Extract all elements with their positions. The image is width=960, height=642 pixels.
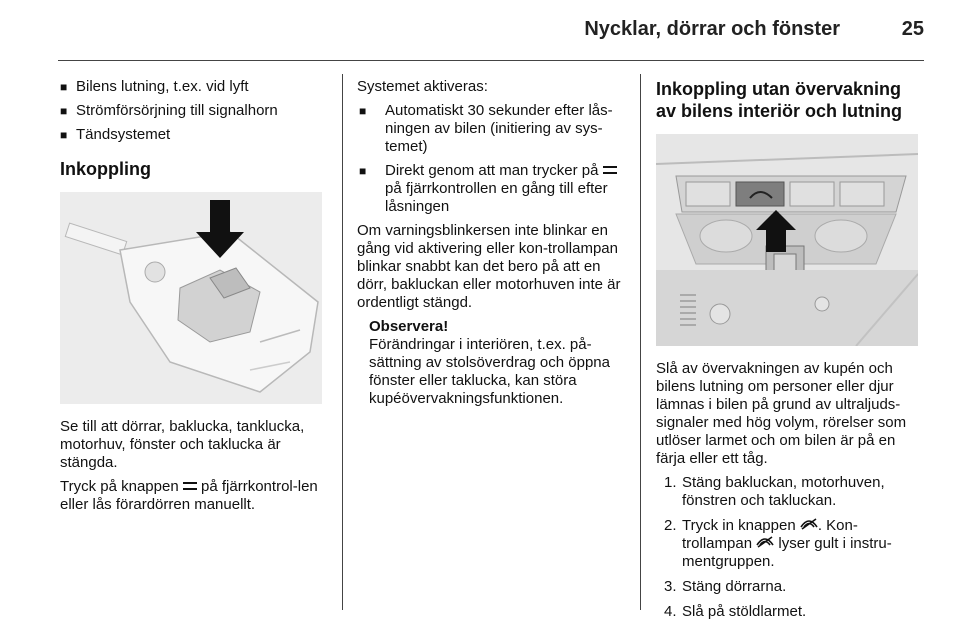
list-item <box>656 474 924 510</box>
column-middle <box>357 78 627 408</box>
roof-console-illustration <box>656 134 918 346</box>
step-text: Stäng dörrarna. <box>682 578 787 596</box>
paragraph: Se till att dörrar, baklucka, tanklucka, motorhuv, fönster och taklucka är stängda. <box>60 418 305 471</box>
step-text: Slå på stöldlarmet. <box>682 603 807 621</box>
lock-button-icon <box>183 478 197 496</box>
list-item: ■ Bilens lutning, t.ex. vid lyft <box>60 78 328 96</box>
paragraph: Systemet aktiveras: <box>357 78 488 95</box>
column-divider-2 <box>640 74 641 610</box>
list-item: ■ Strömförsörjning till signalhorn <box>60 102 328 120</box>
paragraph: Slå av övervakningen av kupén och bilens lutning om personer eller djur lämnas i bilen på grund av ultraljuds-signaler med hög volym, rörelser som utlöser larmet och om bilen är på en färja eller ett tåg. <box>656 360 907 467</box>
step-text: Stäng bakluckan, motorhuven, fönstren och takluckan. <box>682 474 885 509</box>
step-number: 3. <box>664 578 677 596</box>
lock-button-icon <box>603 162 617 180</box>
column-right <box>656 78 924 628</box>
paragraph-lock <box>60 478 328 514</box>
monitoring-list <box>60 78 328 144</box>
list-item <box>656 603 924 621</box>
step-number: 1. <box>664 474 677 491</box>
key-remote-illustration <box>60 192 322 404</box>
list-item <box>656 517 924 571</box>
list-item: ■ Automatiskt 30 sekunder efter lås-ningen av bilen (initiering av sys-temet) <box>357 102 627 156</box>
text-span: Direkt genom att man trycker på <box>385 162 599 179</box>
step-number: 4. <box>664 603 677 621</box>
interior-monitoring-icon <box>800 517 818 535</box>
list-item <box>357 162 627 216</box>
note-box <box>357 318 627 408</box>
section-title-inkoppling: Inkoppling <box>60 159 151 179</box>
paragraph: Om varningsblinkersen inte blinkar en gång vid aktivering eller kon-trollampan blinkar snabbt kan det bero på att en dörr, bakluckan eller motorhuven inte är ordentligt stängd. <box>357 222 621 312</box>
list-item: ■ Tändsystemet <box>60 126 328 144</box>
step-number: 2. <box>664 517 677 534</box>
step-text: Tryck in knappen <box>682 517 796 534</box>
note-text: Förändringar i interiören, t.ex. på-sättning av stolsöverdrag och öppna fönster eller taklucka, kan störa kupéövervakningsfunktionen. <box>369 336 610 408</box>
section-title-no-monitoring: Inkoppling utan övervakning av bilens interiör och lutning <box>656 79 903 121</box>
header-divider <box>58 60 924 61</box>
list-item <box>656 578 924 596</box>
text-span: på fjärrkontrol-len eller lås förardörren manuellt. <box>60 478 318 514</box>
column-divider-1 <box>342 74 343 610</box>
steps-list <box>656 474 924 621</box>
column-left <box>60 78 328 520</box>
text-span: Tryck på knappen <box>60 478 179 495</box>
activation-list <box>357 102 627 216</box>
text-span: på fjärrkontrollen en gång till efter låsningen <box>385 180 608 216</box>
step-text: . Kon-trollampan <box>682 517 858 553</box>
page-title: Nycklar, dörrar och fönster <box>584 18 840 40</box>
page-number: 25 <box>901 18 924 40</box>
interior-monitoring-icon <box>756 535 774 553</box>
step-text: lyser gult i instru-mentgruppen. <box>682 535 892 571</box>
note-title: Observera! <box>369 318 449 336</box>
